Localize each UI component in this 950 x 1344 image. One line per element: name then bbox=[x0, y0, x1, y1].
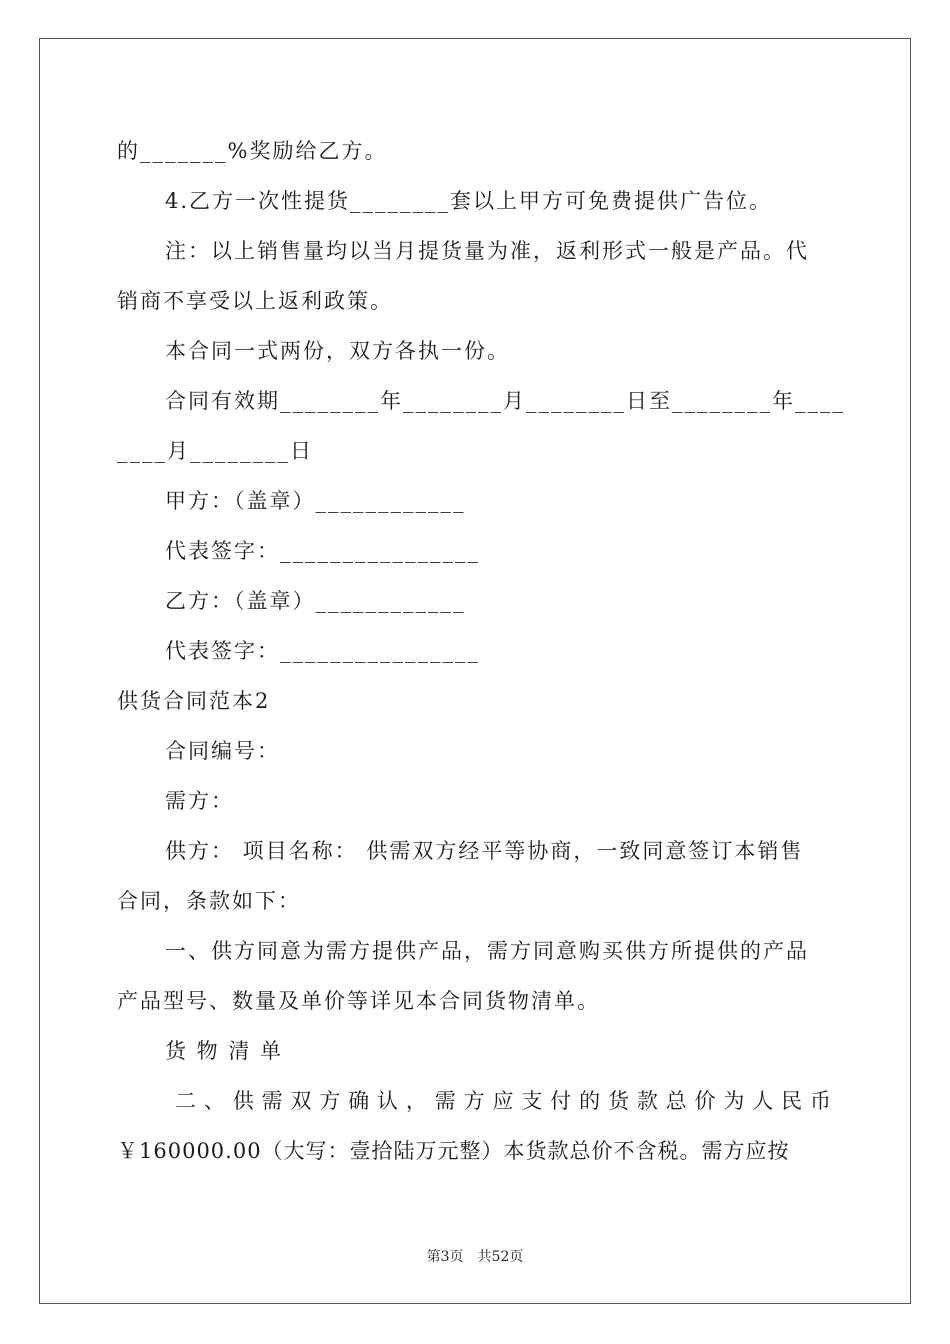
text-line: 产品型号、数量及单价等详见本合同货物清单。 bbox=[117, 989, 600, 1013]
text-line: 注：以上销售量均以当月提货量为准，返利形式一般是产品。代 bbox=[165, 239, 809, 263]
text-line: 的_______%奖励给乙方。 bbox=[117, 139, 388, 163]
text-line: 二、供需双方确认，需方应支付的货款总价为人民币 bbox=[175, 1089, 833, 1113]
text-line: 一、供方同意为需方提供产品，需方同意购买供方所提供的产品 bbox=[165, 939, 809, 963]
text-line: 合同，条款如下： bbox=[117, 889, 301, 913]
signature-line-rep-b: 代表签字：________________ bbox=[165, 639, 480, 663]
signature-line-party-a: 甲方：（盖章）____________ bbox=[165, 489, 466, 513]
goods-list-heading: 货 物 清 单 bbox=[165, 1039, 284, 1063]
text-line: 合同有效期________年________月________日至________年____ bbox=[165, 389, 845, 413]
document-body bbox=[117, 126, 845, 1176]
text-line: ____月________日 bbox=[117, 439, 313, 463]
text-line: 供方： 项目名称： 供需双方经平等协商，一致同意签订本销售 bbox=[165, 839, 804, 863]
text-line: 本合同一式两份，双方各执一份。 bbox=[165, 339, 510, 363]
text-line: 4.乙方一次性提货________套以上甲方可免费提供广告位。 bbox=[165, 189, 773, 213]
signature-line-party-b: 乙方：（盖章）____________ bbox=[165, 589, 466, 613]
page-number: 第3页 共52页 bbox=[426, 1249, 524, 1265]
text-line: ￥160000.00（大写：壹拾陆万元整）本货款总价不含税。需方应按 bbox=[117, 1139, 790, 1163]
text-line: 销商不享受以上返利政策。 bbox=[117, 289, 393, 313]
text-line: 合同编号： bbox=[165, 739, 280, 763]
text-line: 需方： bbox=[165, 789, 234, 813]
signature-line-rep-a: 代表签字：________________ bbox=[165, 539, 480, 563]
section-heading: 供货合同范本2 bbox=[117, 689, 271, 713]
